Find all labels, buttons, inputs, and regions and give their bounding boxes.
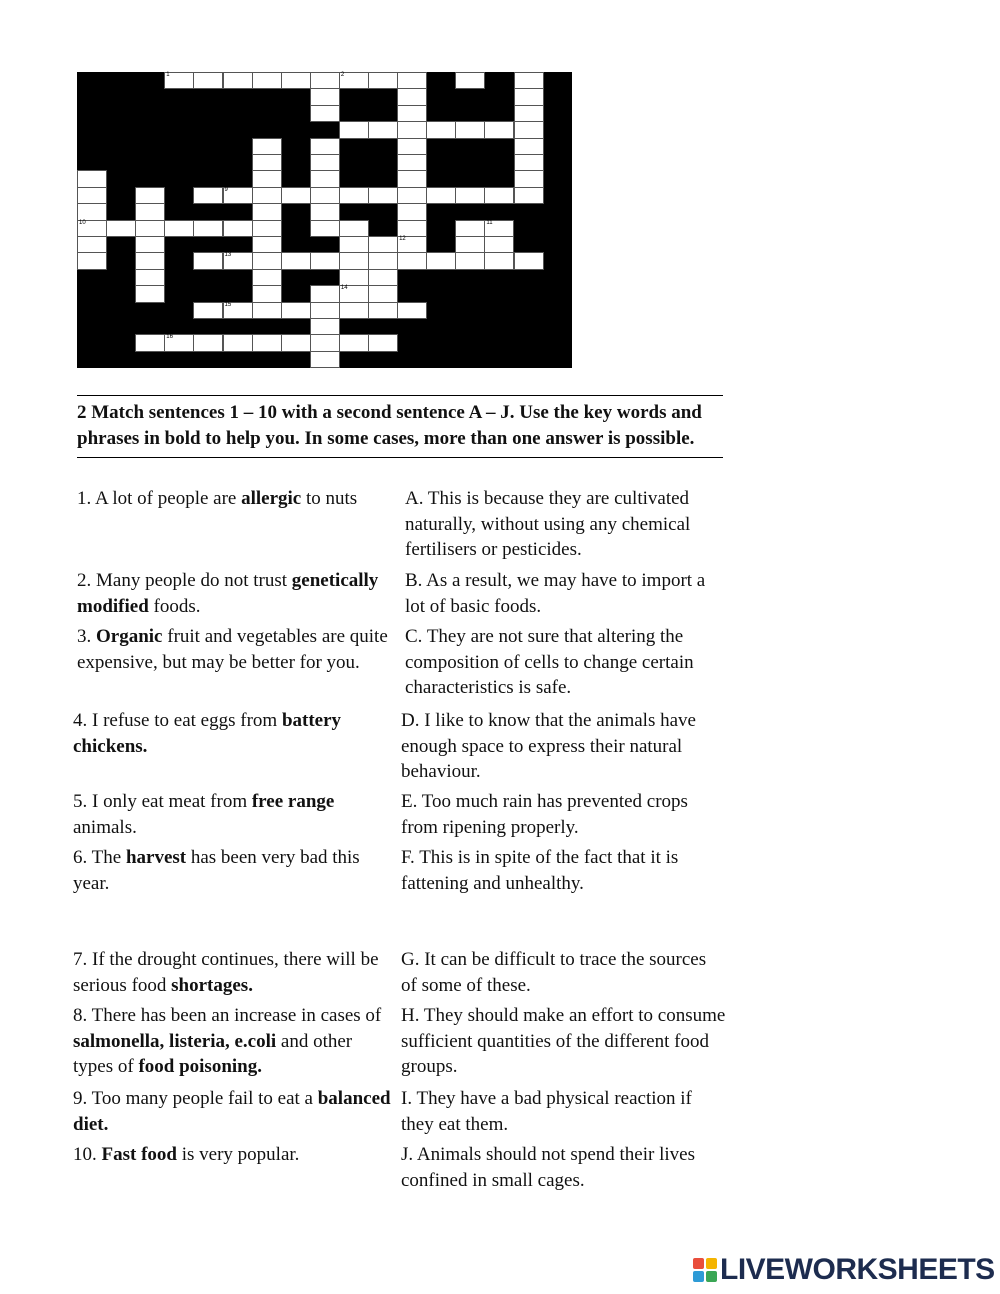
crossword-cell[interactable] (252, 170, 282, 187)
crossword-cell[interactable] (77, 187, 107, 204)
sentence-numbered (77, 624, 399, 675)
crossword-cell[interactable] (339, 236, 369, 253)
crossword-cell[interactable] (310, 88, 340, 105)
crossword-cell[interactable] (455, 187, 485, 204)
sentence-lettered: C. They are not sure that altering the composition of cells to change certain characteristics is safe. (405, 626, 694, 698)
key-phrase: harvest (125, 847, 187, 868)
crossword-cell[interactable] (135, 187, 165, 204)
crossword-cell[interactable] (397, 138, 427, 155)
key-phrase: Organic (96, 626, 163, 647)
crossword-cell[interactable] (484, 252, 514, 269)
crossword-cell[interactable] (252, 269, 282, 286)
sentence-text: foods. (148, 595, 201, 617)
crossword-cell[interactable] (223, 220, 253, 237)
crossword-cell[interactable] (252, 187, 282, 204)
key-phrase: genetically modified (77, 570, 379, 617)
crossword-cell[interactable] (514, 88, 544, 105)
crossword-cell[interactable] (252, 285, 282, 302)
crossword-cell[interactable] (484, 187, 514, 204)
crossword-cell[interactable] (397, 105, 427, 122)
sentence-numbered (77, 486, 399, 512)
crossword-cell[interactable] (310, 220, 340, 237)
crossword-cell[interactable] (164, 220, 194, 237)
crossword-cell[interactable] (484, 220, 514, 237)
sentence-text: is very popular. (176, 1144, 300, 1165)
clue-number: 14 (340, 285, 348, 292)
crossword-cell[interactable] (135, 269, 165, 286)
crossword-cell[interactable] (339, 285, 369, 302)
crossword-cell[interactable] (310, 187, 340, 204)
sentence-text: fruit and vegetables are quite expensive, but may be better for you. (77, 626, 388, 673)
crossword-cell[interactable] (193, 302, 223, 319)
crossword-cell[interactable] (310, 285, 340, 302)
crossword-grid (77, 72, 572, 368)
crossword-cell[interactable] (223, 187, 253, 204)
crossword-cell[interactable] (514, 154, 544, 171)
crossword-cell[interactable] (193, 220, 223, 237)
crossword-cell[interactable] (514, 121, 544, 138)
crossword-cell[interactable] (252, 220, 282, 237)
crossword-cell[interactable] (281, 187, 311, 204)
crossword-cell[interactable] (252, 252, 282, 269)
crossword-cell[interactable] (484, 236, 514, 253)
crossword-cell[interactable] (252, 236, 282, 253)
clue-number: 13 (224, 252, 232, 259)
crossword-cell[interactable] (368, 252, 398, 269)
crossword-cell[interactable] (455, 121, 485, 138)
crossword-cell[interactable] (484, 121, 514, 138)
sentence-numbered (73, 1086, 395, 1137)
sentence-lettered: A. This is because they are cultivated naturally, without using any chemical fertilisers or pesticides. (405, 488, 691, 560)
crossword-cell[interactable] (397, 187, 427, 204)
instructions: 2 Match sentences 1 – 10 with a second sentence A – J. Use the key words and phrases in bold to help you. In some cases, more than one answer is possible. (77, 395, 723, 458)
sentence-text: 1. A lot of people are (77, 488, 242, 509)
crossword-cell[interactable] (339, 187, 369, 204)
crossword-cell[interactable] (164, 72, 194, 89)
sentence-numbered (73, 708, 395, 759)
clue-number: 10 (79, 219, 86, 226)
crossword-cell[interactable] (135, 285, 165, 302)
crossword-cell[interactable] (455, 236, 485, 253)
crossword-cell[interactable] (310, 105, 340, 122)
crossword-cell[interactable] (397, 154, 427, 171)
crossword-cell[interactable] (368, 72, 398, 89)
key-phrase: shortages. (171, 974, 253, 996)
logo-text: LIVEWORKSHEETS (720, 1253, 995, 1286)
crossword-cell[interactable] (368, 121, 398, 138)
sentence-text: 4. I refuse to eat eggs from (73, 710, 282, 731)
crossword-cell[interactable] (310, 138, 340, 155)
crossword-cell[interactable] (252, 334, 282, 351)
key-phrase: free range (251, 791, 335, 812)
crossword-cell[interactable] (368, 187, 398, 204)
clue-number: 2 (340, 72, 345, 78)
crossword-cell[interactable] (106, 220, 136, 237)
crossword-cell[interactable] (281, 302, 311, 319)
crossword-cell[interactable] (281, 252, 311, 269)
key-phrase: Fast food (101, 1144, 177, 1165)
sentence-text: has been very bad this year. (73, 847, 360, 894)
crossword-cell[interactable] (135, 334, 165, 351)
crossword-cell[interactable] (193, 252, 223, 269)
crossword-cell[interactable] (310, 203, 340, 220)
crossword-cell[interactable] (514, 138, 544, 155)
sentence-lettered: I. They have a bad physical reaction if they eat them. (401, 1088, 692, 1135)
crossword-cell[interactable] (397, 121, 427, 138)
crossword-cell[interactable] (252, 203, 282, 220)
key-phrase: food poisoning. (138, 1056, 262, 1077)
crossword-cell[interactable] (455, 220, 485, 237)
sentence-lettered: H. They should make an effort to consume sufficient quantities of the different food groups. (401, 1005, 726, 1077)
crossword-cell[interactable] (368, 302, 398, 319)
sentence-numbered (73, 1003, 395, 1080)
clue-number: 12 (399, 236, 406, 242)
crossword-cell[interactable] (223, 334, 253, 351)
crossword-cell[interactable] (77, 220, 107, 237)
sentence-lettered: J. Animals should not spend their lives confined in small cages. (401, 1144, 695, 1191)
sentence-numbered (73, 845, 395, 896)
sentence-numbered (73, 1142, 395, 1168)
crossword-cell[interactable] (310, 334, 340, 351)
sentence-numbered (77, 568, 399, 619)
crossword-cell[interactable] (426, 252, 456, 269)
sentence-lettered: B. As a result, we may have to import a lot of basic foods. (405, 570, 706, 617)
key-phrase: salmonella, listeria, e.coli (73, 1030, 277, 1052)
crossword-cell[interactable] (514, 72, 544, 89)
crossword-cell[interactable] (281, 334, 311, 351)
crossword-cell[interactable] (397, 302, 427, 319)
crossword-cell[interactable] (397, 252, 427, 269)
clue-number: 15 (224, 301, 232, 308)
crossword-cell[interactable] (397, 72, 427, 89)
crossword-cell[interactable] (514, 170, 544, 187)
crossword-cell[interactable] (339, 269, 369, 286)
key-phrase: balanced diet. (73, 1088, 391, 1135)
sentence-text: 7. If the drought continues, there will be serious food (73, 949, 379, 996)
crossword-cell[interactable] (397, 170, 427, 187)
crossword-cell[interactable] (339, 334, 369, 351)
clue-number: 1 (166, 72, 170, 78)
crossword-cell[interactable] (252, 138, 282, 155)
crossword-cell[interactable] (193, 72, 223, 89)
sentence-text: 10. (73, 1144, 102, 1165)
crossword-cell[interactable] (514, 252, 544, 269)
sentence-lettered: D. I like to know that the animals have enough space to express their natural behaviour. (401, 710, 696, 782)
sentence-lettered: E. Too much rain has prevented crops from ripening properly. (401, 791, 688, 838)
key-phrase: allergic (241, 488, 302, 509)
sentence-numbered (73, 947, 395, 998)
sentence-lettered: F. This is in spite of the fact that it is fattening and unhealthy. (401, 847, 679, 894)
crossword-cell[interactable] (77, 203, 107, 220)
crossword-cell[interactable] (426, 121, 456, 138)
sentence-lettered: G. It can be difficult to trace the sources of some of these. (401, 949, 707, 996)
crossword-cell[interactable] (339, 302, 369, 319)
crossword-cell[interactable] (397, 88, 427, 105)
crossword-cell[interactable] (397, 236, 427, 253)
crossword-cell[interactable] (310, 154, 340, 171)
crossword-cell[interactable] (223, 302, 253, 319)
logo-mark-icon (693, 1258, 717, 1282)
crossword-cell[interactable] (310, 252, 340, 269)
sentence-text: and other types of (73, 1030, 353, 1077)
crossword-cell[interactable] (397, 220, 427, 237)
crossword-cell[interactable] (339, 121, 369, 138)
sentence-text: 9. Too many people fail to eat a (73, 1088, 318, 1109)
crossword-cell[interactable] (455, 72, 485, 89)
crossword-cell[interactable] (135, 220, 165, 237)
sentence-text: 8. There has been an increase in cases of (73, 1005, 382, 1026)
sentence-text: 2. Many people do not trust (77, 570, 292, 591)
sentence-numbered (73, 789, 395, 840)
crossword-cell[interactable] (252, 72, 282, 89)
crossword-cell[interactable] (310, 318, 340, 335)
crossword-cell[interactable] (252, 302, 282, 319)
sentence-text: animals. (73, 816, 137, 838)
sentence-text: to nuts (301, 488, 358, 509)
sentence-text: 5. I only eat meat from (73, 791, 252, 812)
crossword-cell[interactable] (281, 72, 311, 89)
crossword-cell[interactable] (310, 351, 340, 368)
crossword-cell[interactable] (339, 72, 369, 89)
crossword-cell[interactable] (135, 236, 165, 253)
crossword-cell[interactable] (77, 170, 107, 187)
crossword-cell[interactable] (135, 252, 165, 269)
crossword-cell[interactable] (368, 285, 398, 302)
crossword-cell[interactable] (252, 154, 282, 171)
liveworksheets-logo (693, 1254, 995, 1286)
sentence-text: 3. (77, 626, 96, 647)
crossword-cell[interactable] (310, 302, 340, 319)
crossword-cell[interactable] (164, 334, 194, 351)
crossword-cell[interactable] (77, 236, 107, 253)
crossword-cell[interactable] (310, 72, 340, 89)
sentence-text: 6. The (73, 847, 126, 868)
crossword-cell[interactable] (223, 252, 253, 269)
crossword-cell[interactable] (368, 269, 398, 286)
crossword-cell[interactable] (193, 334, 223, 351)
crossword-cell[interactable] (397, 203, 427, 220)
crossword-cell[interactable] (455, 252, 485, 269)
clue-number: 16 (166, 334, 173, 341)
clue-number: 9 (224, 186, 228, 193)
crossword-cell[interactable] (310, 170, 340, 187)
crossword-cell[interactable] (426, 187, 456, 204)
key-phrase: battery chickens. (73, 710, 342, 757)
crossword-cell[interactable] (368, 334, 398, 351)
crossword-cell[interactable] (339, 220, 369, 237)
crossword-cell[interactable] (514, 187, 544, 204)
clue-number: 11 (486, 219, 493, 226)
crossword-cell[interactable] (339, 252, 369, 269)
crossword-cell[interactable] (368, 236, 398, 253)
crossword-cell[interactable] (77, 252, 107, 269)
crossword-cell[interactable] (514, 105, 544, 122)
crossword-cell[interactable] (223, 72, 253, 89)
crossword-cell[interactable] (135, 203, 165, 220)
crossword-cell[interactable] (193, 187, 223, 204)
